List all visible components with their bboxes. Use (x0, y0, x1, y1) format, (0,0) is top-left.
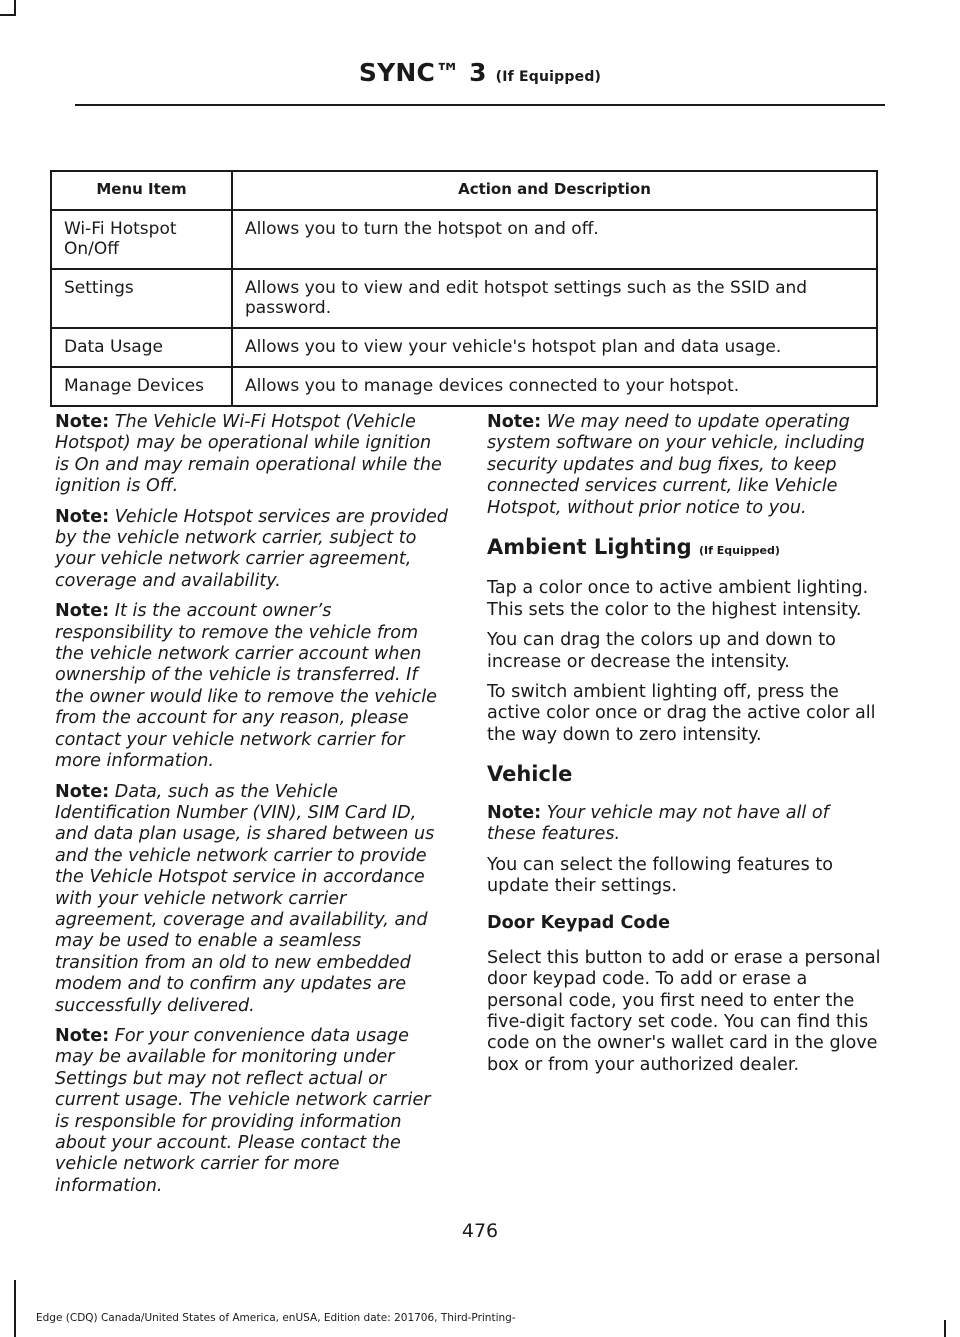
page-header-title (0, 58, 960, 87)
note-paragraph (55, 601, 448, 772)
note-paragraph (55, 782, 448, 1017)
section-heading-vehicle: Vehicle (487, 762, 573, 787)
note-label: Note: (55, 506, 110, 527)
table-row (51, 269, 877, 328)
note-label: Note: (55, 412, 110, 432)
note-paragraph (55, 412, 448, 498)
table-cell-item: Manage Devices (51, 367, 232, 406)
note-paragraph (55, 1026, 448, 1197)
header-title-sub: (If Equipped) (495, 69, 602, 85)
page-number: 476 (461, 1220, 499, 1242)
footer-edition-text: Edge (CDQ) Canada/United States of America, enUSA, Edition date: 201706, Third-Printing- (36, 1312, 516, 1324)
table-cell-desc: Allows you to view and edit hotspot settings such as the SSID and password. (232, 269, 877, 328)
table-cell-desc: Allows you to view your vehicle's hotspot plan and data usage. (232, 328, 877, 367)
body-paragraph: You can select the following features to update their settings. (487, 854, 834, 896)
column-header-menu-item: Menu Item (51, 171, 232, 210)
table-header-row (51, 171, 877, 210)
note-text: It is the account owner’s responsibility to remove the vehicle from the vehicle network carrier account when ownership of the vehicle is transferred. If the owner would like to remove the vehicle from the account for any reason, please contact your vehicle network carrier for more information. (55, 601, 437, 772)
heading-sub: (If Equipped) (699, 544, 780, 558)
note-paragraph (487, 412, 882, 519)
table-cell-item: Settings (51, 269, 232, 328)
body-paragraph: You can drag the colors up and down to increase or decrease the intensity. (487, 630, 836, 672)
note-label: Note: (55, 601, 110, 622)
subsection-heading-door-keypad-code: Door Keypad Code (487, 913, 671, 934)
body-paragraph: Tap a color once to active ambient lighting. This sets the color to the highest intensity. (487, 578, 869, 620)
heading-text: Ambient Lighting (487, 535, 692, 560)
right-column (487, 412, 882, 1085)
note-text: Data, such as the Vehicle Identification Number (VIN), SIM Card ID, and data plan usage, is shared between us and the vehicle network carrier to provide the Vehicle Hotspot service in accordance with your vehicle network carrier agreement, coverage and availability, and may be used to enable a seamless transition from an old to new embedded modem and to confirm any updates are successfully delivered. (55, 781, 435, 1016)
left-column (55, 412, 448, 1206)
crop-mark (944, 1320, 946, 1337)
table-row (51, 328, 877, 367)
note-paragraph (55, 507, 448, 593)
note-label: Note: (55, 781, 110, 802)
crop-mark (14, 1280, 16, 1337)
table-cell-item: Wi-Fi Hotspot On/Off (51, 210, 232, 269)
table-cell-item: Data Usage (51, 328, 232, 367)
section-heading-ambient-lighting (487, 537, 882, 561)
table-cell-desc: Allows you to manage devices connected to your hotspot. (232, 367, 877, 406)
note-paragraph (487, 803, 882, 846)
note-text: We may need to update operating system software on your vehicle, including security updates and bug fixes, to keep connected services current, like Vehicle Hotspot, without prior notice to you. (487, 412, 865, 518)
table-row (51, 367, 877, 406)
crop-mark (0, 14, 16, 16)
note-text: For your convenience data usage may be available for monitoring under Settings but may not reflect actual or current usage. The vehicle network carrier is responsible for providing information about your account. Please contact the vehicle network carrier for more information. (55, 1025, 431, 1196)
note-label: Note: (55, 1025, 110, 1046)
column-header-action: Action and Description (232, 171, 877, 210)
note-text: Vehicle Hotspot services are provided by the vehicle network carrier, subject to your vehicle network carrier agreement, coverage and availability. (55, 506, 448, 591)
body-paragraph: Select this button to add or erase a personal door keypad code. To add or erase a personal code, you first need to enter the five-digit factory set code. You can find this code on the owner's wallet card in the glove box or from your authorized dealer. (487, 947, 881, 1075)
header-title-main: SYNC™ 3 (358, 58, 487, 87)
note-label: Note: (487, 412, 542, 432)
header-divider (75, 104, 885, 106)
note-text: The Vehicle Wi-Fi Hotspot (Vehicle Hotspot) may be operational while ignition is On and may remain operational while the ignition is Off. (55, 412, 442, 497)
hotspot-menu-table (50, 170, 878, 407)
note-text: Your vehicle may not have all of these features. (487, 802, 829, 845)
table-cell-desc: Allows you to turn the hotspot on and off. (232, 210, 877, 269)
note-label: Note: (487, 802, 542, 823)
body-paragraph: To switch ambient lighting off, press the active color once or drag the active color all the way down to zero intensity. (487, 682, 876, 745)
table-row (51, 210, 877, 269)
